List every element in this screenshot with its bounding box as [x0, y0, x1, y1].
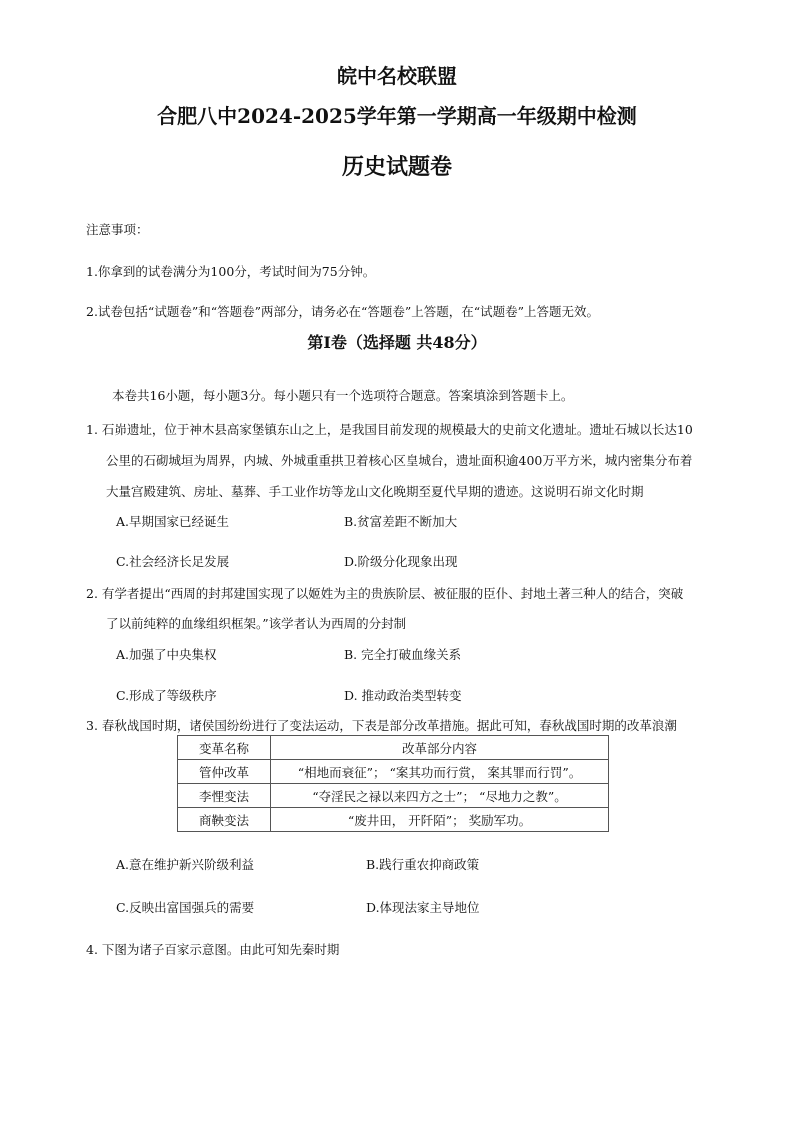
- notice-item: 1.你拿到的试卷满分为100分，考试时间为75分钟。: [86, 264, 376, 279]
- table-row: [178, 808, 609, 832]
- section-intro: 本卷共16小题，每小题3分。每小题只有一个选项符合题意。答案填涂到答题卡上。: [112, 388, 574, 403]
- question-text-line: 大量宫殿建筑、房址、墓葬、手工业作坊等龙山文化晚期至夏代早期的遗迹。这说明石峁文化时期: [106, 484, 644, 499]
- option-b: B. 完全打破血缘关系: [344, 647, 462, 662]
- table-cell: 李悝变法: [178, 784, 271, 808]
- table-header-cell: 变革名称: [178, 736, 271, 760]
- question-text-line: 4. 下图为诸子百家示意图。由此可知先秦时期: [86, 942, 340, 957]
- option-d: D.阶级分化现象出现: [344, 554, 458, 569]
- table-cell: “夺淫民之禄以来四方之士”； “尽地力之教”。: [271, 784, 609, 808]
- exam-title: 合肥八中2024-2025学年第一学期高一年级期中检测: [157, 104, 637, 128]
- table-cell: 商鞅变法: [178, 808, 271, 832]
- table-cell: 管仲改革: [178, 760, 271, 784]
- option-d: D. 推动政治类型转变: [344, 688, 462, 703]
- option-d: D.体现法家主导地位: [366, 900, 480, 915]
- table-row: [178, 760, 609, 784]
- question-text-line: 了以前纯粹的血缘组织框架。”该学者认为西周的分封制: [106, 616, 407, 631]
- question-text-line: 3. 春秋战国时期，诸侯国纷纷进行了变法运动，下表是部分改革措施。据此可知，春秋战国时期的改革浪潮: [86, 718, 677, 733]
- table-header-cell: 改革部分内容: [271, 736, 609, 760]
- notice-title: 注意事项：: [86, 222, 149, 237]
- table-header-row: [178, 736, 609, 760]
- reform-table: [177, 735, 609, 832]
- option-b: B.践行重农抑商政策: [366, 857, 480, 872]
- question-text-line: 2. 有学者提出“西周的封邦建国实现了以姬姓为主的贵族阶层、被征服的臣仆、封地土著三种人的结合，突破: [86, 586, 684, 601]
- notice-item: 2.试卷包括“试题卷”和“答题卷”两部分，请务必在“答题卷”上答题，在“试题卷”上答题无效。: [86, 304, 600, 319]
- table-cell: “废井田， 开阡陌”； 奖励军功。: [271, 808, 609, 832]
- question-text-line: 公里的石砌城垣为周界，内城、外城重重拱卫着核心区皇城台，遗址面积逾400万平方米，城内密集分布着: [106, 453, 693, 468]
- section-title: 第Ⅰ卷（选择题 共48分）: [307, 333, 487, 352]
- table-cell: “相地而衰征”； “案其功而行赏， 案其罪而行罚”。: [271, 760, 609, 784]
- question-text-line: 1. 石峁遗址，位于神木县高家堡镇东山之上，是我国目前发现的规模最大的史前文化遗址。遗址石城以长达10: [86, 422, 693, 437]
- option-b: B.贫富差距不断加大: [344, 514, 458, 529]
- alliance-title: 皖中名校联盟: [337, 64, 457, 88]
- option-c: C.反映出富国强兵的需要: [116, 900, 255, 915]
- option-c: C.社会经济长足发展: [116, 554, 230, 569]
- paper-title: 历史试题卷: [341, 154, 452, 180]
- option-a: A.意在维护新兴阶级利益: [116, 857, 255, 872]
- option-a: A.早期国家已经诞生: [116, 514, 230, 529]
- option-c: C.形成了等级秩序: [116, 688, 217, 703]
- option-a: A.加强了中央集权: [116, 647, 217, 662]
- table-row: [178, 784, 609, 808]
